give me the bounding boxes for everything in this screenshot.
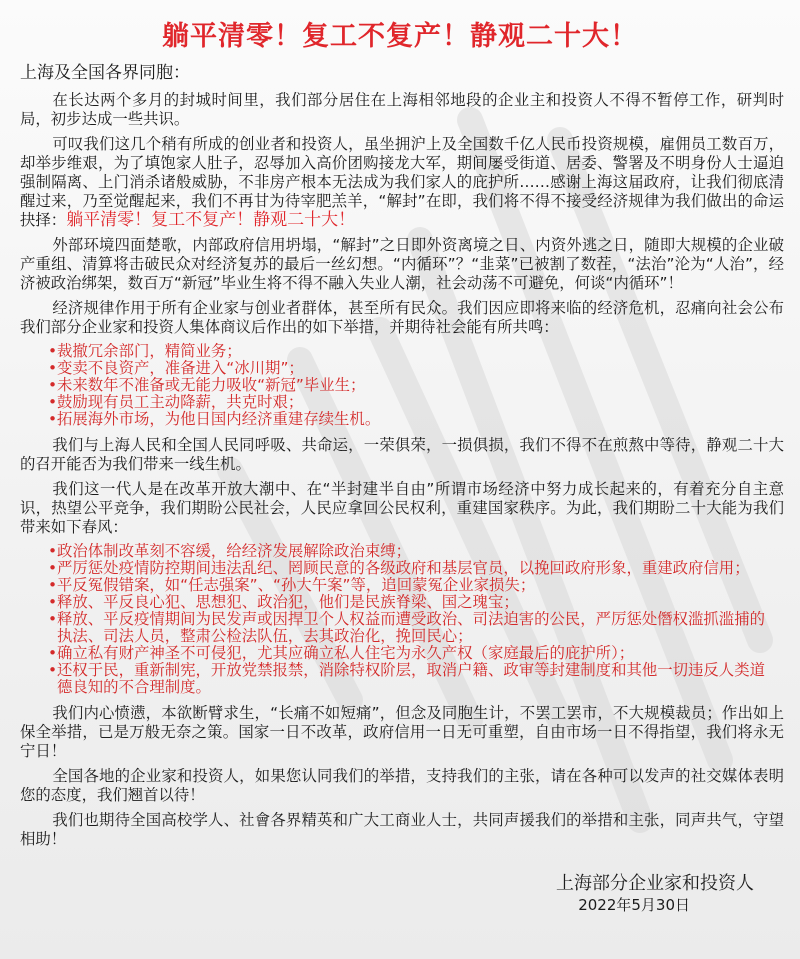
signature: 上海部分企业家和投资人 bbox=[556, 873, 754, 894]
paragraph-5: 我们与上海人民和全国人民同呼吸、共命运，一荣俱荣，一损俱损，我们不得不在煎熬中等待，静观二十大的召开能否为我们带来一线生机。 bbox=[20, 436, 784, 473]
letter-body bbox=[20, 64, 784, 855]
list-item: • 变卖不良资产，准备进入“冰川期”； bbox=[48, 360, 774, 377]
list-item: • 政治体制改革刻不容缓，给经济发展解除政治束缚； bbox=[48, 543, 774, 560]
list-item: • 释放、平反疫情期间为民发声或因捍卫个人权益而遭受政治、司法迫害的公民，严厉惩处僭权滥抓滥捕的执法、司法人员，整肃公检法队伍，去其政治化，挽回民心； bbox=[48, 611, 774, 645]
paragraph-2-text: 可叹我们这几个稍有所成的创业者和投资人，虽坐拥沪上及全国数千亿人民币投资规模，雇佣员工数百万，却举步维艰，为了填饱家人肚子，忍辱加入高价团购接龙大军，期间屡受街道、居委、警署及不明身份人士逼迫强制隔离、上门消杀诸般威胁，不非房产根本无法成为我们家人的庇护所……感谢上海这届政府，让我们彻底清醒过来，乃至觉醒起来，我们不再甘为待宰肥羔羊，“解封”在即，我们将不得不接受经济规律为我们做出的命运抉择： bbox=[20, 135, 784, 229]
measures-list bbox=[20, 343, 784, 428]
paragraph-4: 经济规律作用于所有企业家与创业者群体，甚至所有民众。我们因应即将来临的经济危机，忍痛向社会公布我们部分企业家和投资人集体商议后作出的如下举措，并期待社会能有所共鸣： bbox=[20, 299, 784, 336]
paragraph-7: 我们内心愤懑，本欲断臂求生，“长痛不如短痛”，但念及同胞生计，不罢工罢市，不大规模裁员；作出如上保全举措，已是万般无奈之策。国家一日不改革，政府信用一日无可重塑，自由市场一日不得指望，我们将永无宁日！ bbox=[20, 704, 784, 760]
list-item: • 严厉惩处疫情防控期间违法乱纪、罔顾民意的各级政府和基层官员，以挽回政府形象，重建政府信用； bbox=[48, 560, 774, 577]
paragraph-6: 我们这一代人是在改革开放大潮中、在“半封建半自由”所谓市场经济中努力成长起来的，有着充分自主意识，热望公平竞争，我们期盼公民社会，人民应拿回公民权利，重建国家秩序。为此，我们期盼二十大能为我们带来如下春风： bbox=[20, 480, 784, 536]
document-title: 躺平清零！复工不复产！静观二十大！ bbox=[162, 21, 638, 52]
list-item: • 拓展海外市场，为他日国内经济重建存续生机。 bbox=[48, 411, 774, 428]
list-item: • 释放、平反良心犯、思想犯、政治犯，他们是民族脊梁、国之瑰宝； bbox=[48, 594, 774, 611]
list-item: • 裁撤冗余部门，精简业务； bbox=[48, 343, 774, 360]
date: 2022年5月30日 bbox=[578, 896, 690, 914]
demands-list bbox=[20, 543, 784, 696]
list-item: • 还权于民，重新制宪，开放党禁报禁，消除特权阶层，取消户籍、政审等封建制度和其他一切违反人类道德良知的不合理制度。 bbox=[48, 662, 774, 696]
list-item: • 未来数年不准备或无能力吸收“新冠”毕业生； bbox=[48, 377, 774, 394]
paragraph-9: 我们也期待全国高校学人、社會各界精英和广大工商业人士，共同声援我们的举措和主张，同声共气，守望相助！ bbox=[20, 811, 784, 848]
list-item: • 确立私有财产神圣不可侵犯，尤其应确立私人住宅为永久产权（家庭最后的庇护所）； bbox=[48, 645, 774, 662]
paragraph-8: 全国各地的企业家和投资人，如果您认同我们的举措，支持我们的主张，请在各种可以发声的社交媒体表明您的态度，我们翘首以待！ bbox=[20, 767, 784, 804]
paragraph-1: 在长达两个多月的封城时间里，我们部分居住在上海相邻地段的企业主和投资人不得不暂停工作，研判时局，初步达成一些共识。 bbox=[20, 91, 784, 128]
paragraph-3: 外部环境四面楚歌，内部政府信用坍塌，“解封”之日即外资离境之日、内资外逃之日，随即大规模的企业破产重组、清算将击破民众对经济复苏的最后一丝幻想。“内循环”？“韭菜”已被割了数茬，“法治”沦为“人治”，经济被政治绑架，数百万“新冠”毕业生将不得不融入失业人潮，社会动荡不可避免，何谈“内循环”！ bbox=[20, 236, 784, 292]
list-item: • 平反冤假错案，如“任志强案”、“孙大午案”等，追回蒙冤企业家损失； bbox=[48, 577, 774, 594]
list-item: • 鼓励现有员工主动降薪，共克时艰； bbox=[48, 394, 774, 411]
paragraph-2 bbox=[20, 135, 784, 230]
slogan-inline: 躺平清零！复工不复产！静观二十大！ bbox=[66, 210, 356, 230]
greeting: 上海及全国各界同胞： bbox=[20, 63, 190, 83]
